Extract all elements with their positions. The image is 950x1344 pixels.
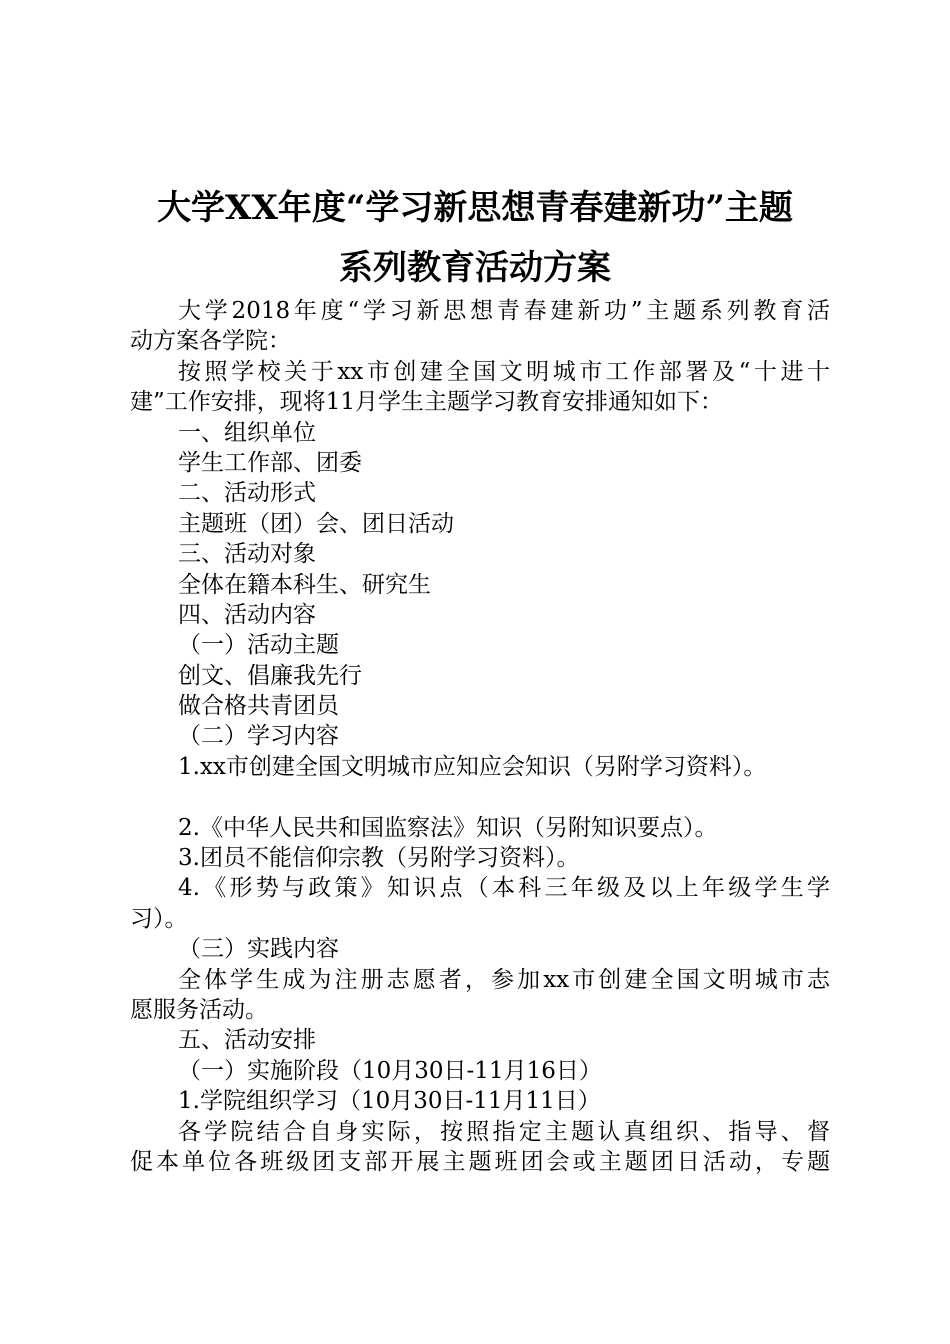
section-text: 学生工作部、团委 — [178, 449, 362, 476]
intro-paragraph-line: 动方案各学院： — [130, 328, 291, 355]
section-text: 各学院结合自身实际，按照指定主题认真组织、指导、督 — [178, 1118, 830, 1145]
list-item: 习）。 — [130, 905, 188, 932]
intro-paragraph-line: 大学2018年度“学习新思想青春建新功”主题系列教育活 — [178, 298, 830, 324]
notice-paragraph-line: 按照学校关于xx市创建全国文明城市工作部署及“十进十 — [178, 358, 830, 385]
section-heading: 一、组织单位 — [178, 419, 316, 446]
section-text: 愿服务活动。 — [130, 996, 268, 1023]
section-text: 全体在籍本科生、研究生 — [178, 571, 431, 598]
list-item: 2.《中华人民共和国监察法》知识（另附知识要点）。 — [178, 814, 718, 841]
section-heading: 五、活动安排 — [178, 1027, 316, 1054]
document-body — [130, 296, 830, 1177]
section-text: 主题班（团）会、团日活动 — [178, 510, 454, 537]
document-title-line-1: 大学XX年度“学习新思想青春建新功”主题 — [157, 188, 793, 228]
list-item: 1.学院组织学习（10月30日-11月11日） — [178, 1088, 601, 1115]
section-text: 促本单位各班级团支部开展主题班团会或主题团日活动，专题 — [130, 1148, 830, 1175]
section-heading: 二、活动形式 — [178, 480, 316, 507]
list-item: 3.团员不能信仰宗教（另附学习资料）。 — [178, 845, 580, 872]
section-heading: 四、活动内容 — [178, 601, 316, 628]
section-heading: 三、活动对象 — [178, 541, 316, 568]
subsection-heading: （二）学习内容 — [178, 723, 339, 750]
section-text: 全体学生成为注册志愿者，参加xx市创建全国文明城市志 — [178, 966, 830, 993]
subsection-heading: （一）实施阶段（10月30日-11月16日） — [178, 1057, 602, 1084]
section-text: 创文、倡廉我先行 — [178, 662, 362, 689]
subsection-heading: （一）活动主题 — [178, 632, 339, 659]
section-text: 做合格共青团员 — [178, 693, 339, 720]
list-item: 4.《形势与政策》知识点（本科三年级及以上年级学生学 — [178, 875, 830, 902]
subsection-heading: （三）实践内容 — [178, 936, 339, 963]
blank-line — [130, 782, 830, 812]
document-title-line-2: 系列教育活动方案 — [339, 248, 611, 288]
notice-paragraph-line: 建”工作安排，现将11月学生主题学习教育安排通知如下： — [130, 389, 724, 416]
list-item: 1.xx市创建全国文明城市应知应会知识（另附学习资料）。 — [178, 753, 767, 780]
